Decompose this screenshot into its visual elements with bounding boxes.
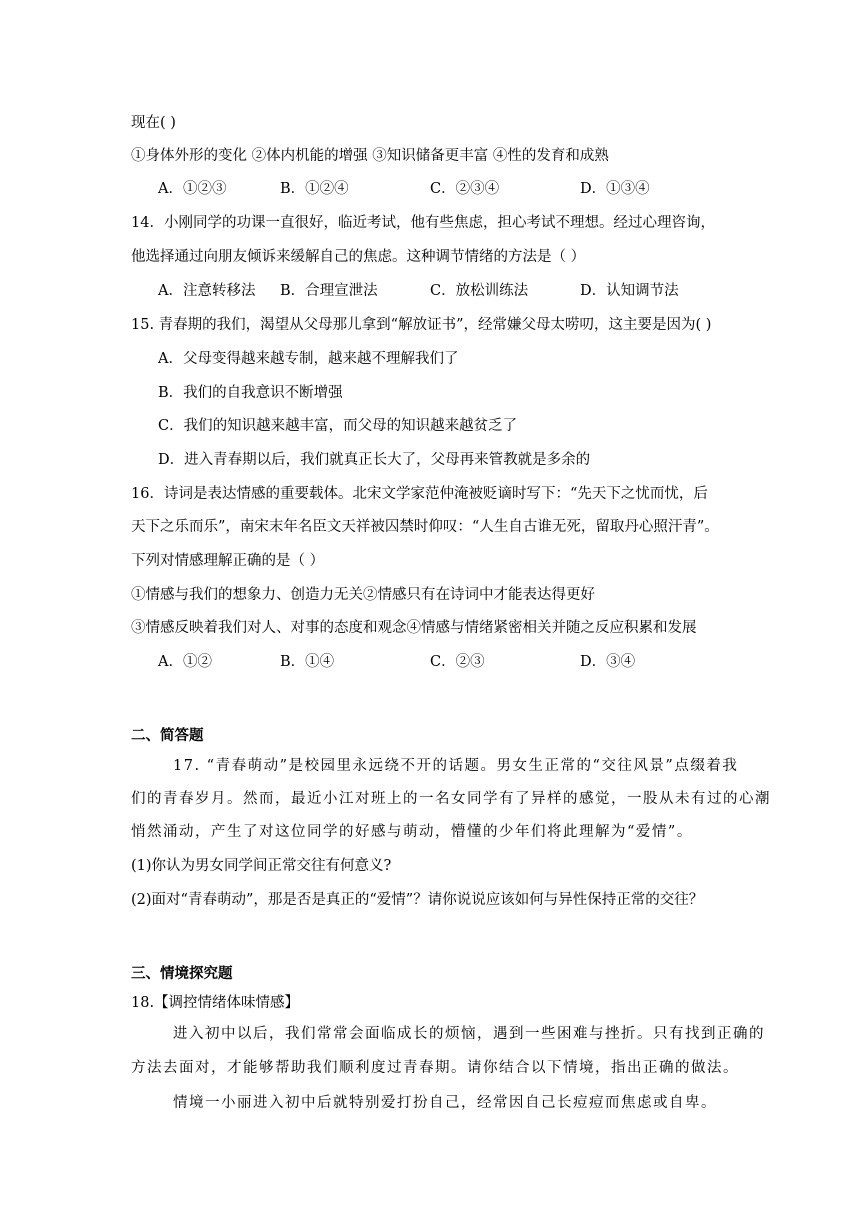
q14-stem-line2: 他选择通过向朋友倾诉来缓解自己的焦虑。这种调节情绪的方法是（ ） (131, 249, 586, 265)
q15-option-b: B．我们的自我意识不断增强 (158, 385, 343, 401)
q14-option-b: B．合理宣泄法 (280, 283, 378, 299)
q14-option-d: D．认知调节法 (580, 283, 679, 299)
q17-subquestion-1: (1)你认为男女同学间正常交往有何意义? (131, 858, 392, 874)
q17-stem-line2: 们的青春岁月。然而，最近小江对班上的一名女同学有了异样的感觉，一股从未有过的心潮 (131, 791, 771, 807)
q14-option-a: A．注意转移法 (158, 283, 256, 299)
q13-items: ①身体外形的变化 ②体内机能的增强 ③知识储备更丰富 ④性的发育和成熟 (131, 148, 609, 164)
section-heading-scenario: 三、情境探究题 (131, 965, 233, 982)
q15-stem: 15. 青春期的我们，渴望从父母那儿拿到“解放证书”，经常嫌父母太唠叨，这主要是因为( ) (131, 317, 712, 333)
q17-subquestion-2: (2)面对“青春萌动”，那是否是真正的“爱情”？请你说说应该如何与异性保持正常的交往？ (131, 892, 704, 908)
q13-option-b: B．①②④ (280, 181, 349, 197)
q13-option-d: D．①③④ (580, 181, 650, 197)
q18-paragraph1-line2: 方法去面对，才能够帮助我们顺利度过青春期。请你结合以下情境，指出正确的做法。 (131, 1060, 739, 1076)
q17-stem-line3: 悄然涌动，产生了对这位同学的好感与萌动，懵懂的少年们将此理解为“爱情”。 (131, 824, 693, 840)
q16-item-line1: ①情感与我们的想象力、创造力无关②情感只有在诗词中才能表达得更好 (131, 587, 595, 603)
q17-stem-line1: 17. “青春萌动”是校园里永远绕不开的话题。男女生正常的“交往风景”点缀着我 (173, 758, 739, 774)
q13-option-a: A．①②③ (158, 181, 227, 197)
q13-stem-continuation: 现在( ) (131, 115, 176, 131)
section-heading-short-answer: 二、简答题 (131, 727, 204, 744)
q16-option-b: B．①④ (280, 654, 335, 670)
q15-option-c: C．我们的知识越来越丰富，而父母的知识越来越贫乏了 (158, 418, 518, 434)
q16-option-d: D．③④ (580, 654, 636, 670)
q16-option-c: C．②③ (430, 654, 485, 670)
q16-stem-line3: 下列对情感理解正确的是（ ） (131, 553, 325, 569)
q13-option-c: C．②③④ (430, 181, 500, 197)
q16-stem-line2: 天下之乐而乐”，南宋末年名臣文天祥被囚禁时仰叹：“人生自古谁无死，留取丹心照汗青”。 (131, 519, 719, 535)
q15-option-d: D．进入青春期以后，我们就真正长大了，父母再来管教就是多余的 (158, 452, 591, 468)
q18-title: 18.【调控情绪体味情感】 (131, 995, 300, 1011)
q16-stem-line1: 16．诗词是表达情感的重要载体。北宋文学家范仲淹被贬谪时写下：“先天下之忧而忧，后 (131, 486, 708, 502)
q18-paragraph1-line1: 进入初中以后，我们常常会面临成长的烦恼，遇到一些困难与挫折。只有找到正确的 (173, 1026, 765, 1042)
q18-scenario1: 情境一小丽进入初中后就特别爱打扮自己，经常因自己长痘痘而焦虑或自卑。 (173, 1095, 717, 1111)
q14-stem-line1: 14．小刚同学的功课一直很好，临近考试，他有些焦虑，担心考试不理想。经过心理咨询， (131, 215, 715, 231)
q16-option-a: A．①② (158, 654, 212, 670)
q15-option-a: A．父母变得越来越专制，越来越不理解我们了 (158, 351, 459, 367)
q14-option-c: C．放松训练法 (430, 283, 529, 299)
q16-item-line2: ③情感反映着我们对人、对事的态度和观念④情感与情绪紧密相关并随之反应积累和发展 (131, 620, 697, 636)
